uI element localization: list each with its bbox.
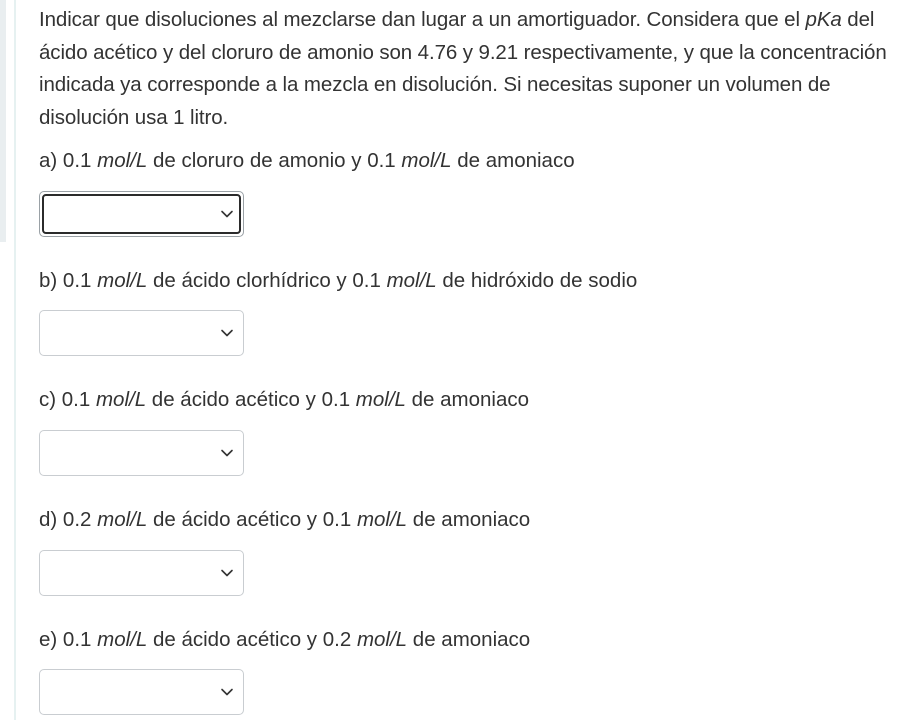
unit: mol/L <box>97 269 148 292</box>
question-d-prefix: d) 0.2 <box>39 508 98 531</box>
question-b-suffix: de hidróxido de sodio <box>436 269 638 292</box>
chevron-down-icon <box>220 685 234 699</box>
question-b-prefix: b) 0.1 <box>39 269 98 292</box>
unit: mol/L <box>97 149 148 172</box>
unit: mol/L <box>356 628 408 651</box>
question-b <box>39 266 637 296</box>
chevron-down-icon <box>220 566 234 580</box>
intro-text-2: del ácido acético y del cloruro de amonio son 4.76 y 9.21 respectivamente, y que la concentración indicada ya corresponde a la mezcla en disolución. Si necesitas suponer un volumen de disolución usa 1 litro. <box>39 8 887 129</box>
left-rail <box>0 0 6 242</box>
chevron-down-icon <box>220 446 234 460</box>
answer-select-e[interactable] <box>39 669 244 715</box>
answer-select-c[interactable] <box>39 430 244 476</box>
chevron-down-icon <box>220 326 234 340</box>
question-d-mid: de ácido acético y 0.1 <box>147 508 357 531</box>
answer-select-b[interactable] <box>39 310 244 356</box>
question-instructions <box>39 4 899 134</box>
question-c-mid: de ácido acético y 0.1 <box>146 388 356 411</box>
question-d-suffix: de amoniaco <box>407 508 531 531</box>
question-a-prefix: a) 0.1 <box>39 149 98 172</box>
chevron-down-icon <box>220 207 234 221</box>
question-e-mid: de ácido acético y 0.2 <box>147 628 357 651</box>
question-content <box>39 0 899 651</box>
intro-text-1: Indicar que disoluciones al mezclarse dan lugar a un amortiguador. Considera que el <box>39 8 806 31</box>
question-e-suffix: de amoniaco <box>407 628 531 651</box>
unit: mol/L <box>401 149 452 172</box>
question-e <box>39 625 530 655</box>
question-c <box>39 385 529 415</box>
question-c-prefix: c) 0.1 <box>39 388 96 411</box>
unit: mol/L <box>386 269 437 292</box>
question-e-prefix: e) 0.1 <box>39 628 98 651</box>
unit: mol/L <box>97 628 148 651</box>
question-b-mid: de ácido clorhídrico y 0.1 <box>147 269 387 292</box>
answer-select-d[interactable] <box>39 550 244 596</box>
question-a-suffix: de amoniaco <box>451 149 575 172</box>
question-a <box>39 146 575 176</box>
unit: mol/L <box>355 388 406 411</box>
unit: mol/L <box>356 508 408 531</box>
question-a-mid: de cloruro de amonio y 0.1 <box>147 149 402 172</box>
unit: mol/L <box>97 508 148 531</box>
question-d <box>39 505 530 535</box>
question-c-suffix: de amoniaco <box>405 388 530 411</box>
answer-select-a[interactable] <box>39 191 244 237</box>
content-border <box>14 0 16 720</box>
pka-term: pKa <box>805 8 842 31</box>
unit: mol/L <box>95 388 147 411</box>
